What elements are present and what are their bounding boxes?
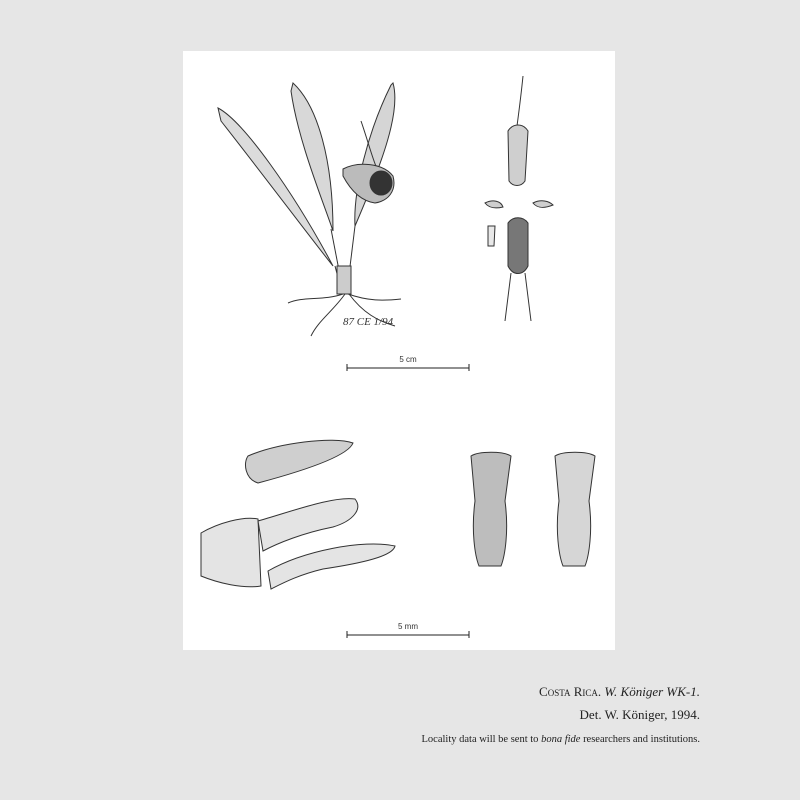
locality-note-italic: bona fide bbox=[541, 734, 581, 745]
scale-bar-5cm bbox=[347, 364, 469, 371]
whole-plant-drawing bbox=[218, 83, 401, 336]
plate-drawings bbox=[183, 51, 615, 650]
country-label: Costa Rica bbox=[539, 684, 598, 699]
artist-signature: 87 CE 1/94 bbox=[343, 316, 394, 328]
column-detail-drawing bbox=[201, 440, 395, 589]
petal-views bbox=[471, 452, 595, 566]
locality-note-suffix: researchers and institutions. bbox=[583, 734, 700, 745]
scale-label-top: 5 cm bbox=[399, 355, 417, 364]
determination-caption: Det. W. Königer, 1994. bbox=[579, 707, 700, 722]
scale-bar-5mm bbox=[347, 631, 469, 638]
collector-label: W. Königer WK-1. bbox=[604, 684, 700, 699]
locality-note-prefix: Locality data will be sent to bbox=[421, 734, 539, 745]
dissected-flower-parts bbox=[485, 76, 553, 321]
scale-label-bottom: 5 mm bbox=[398, 622, 418, 631]
botanical-illustration-plate bbox=[183, 51, 615, 650]
locality-note bbox=[422, 734, 701, 745]
collection-caption: Costa Rica. W. Königer WK-1. bbox=[539, 684, 700, 699]
